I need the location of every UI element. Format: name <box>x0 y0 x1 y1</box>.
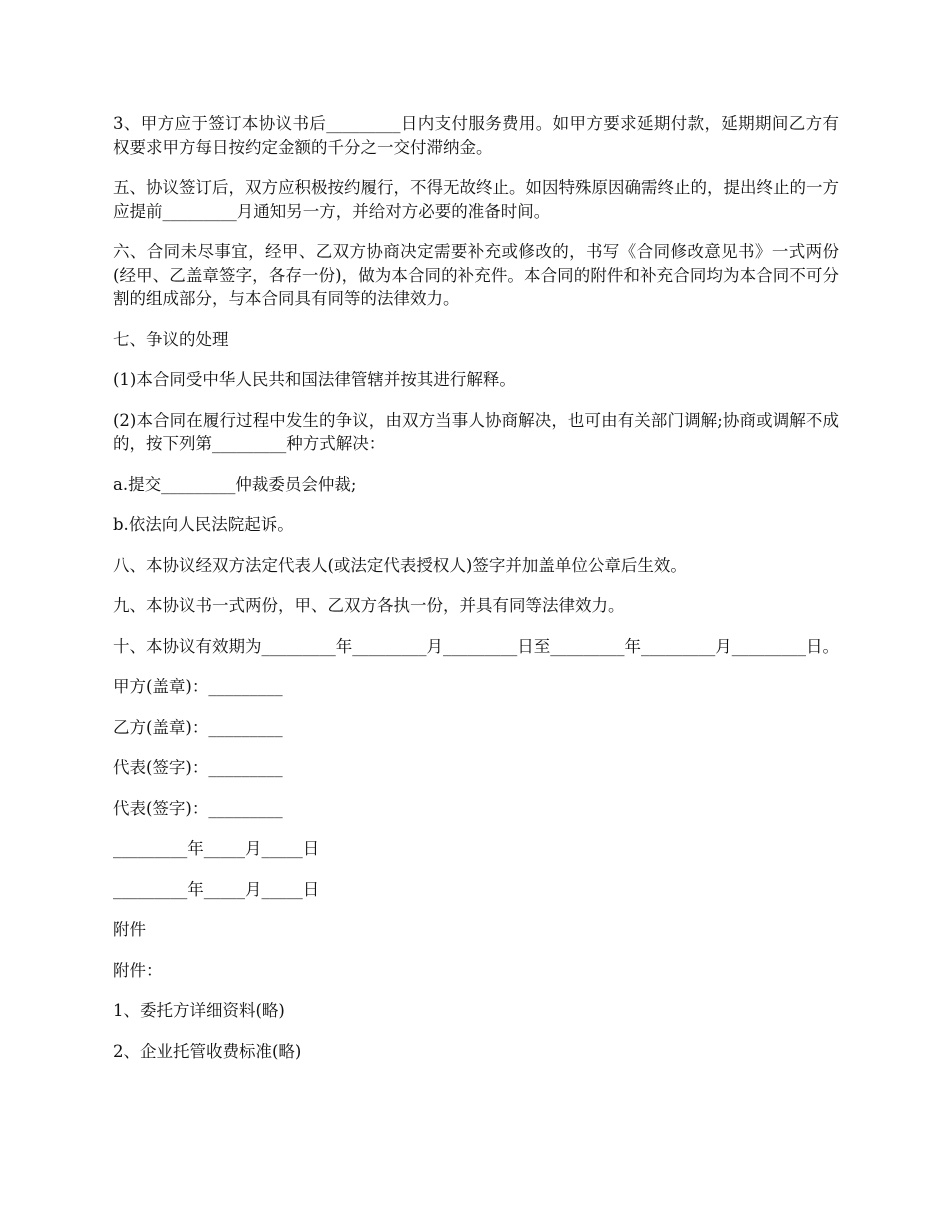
signing-date-2: _________年_____月_____日 <box>113 879 320 899</box>
clause-ten-validity: 十、本协议有效期为_________年_________月_________日至_________年_________月_________日。 <box>113 636 839 656</box>
attachment-heading: 附件 <box>113 920 146 939</box>
attachment-label: 附件： <box>113 960 163 980</box>
clause-seven-option-b: b.依法向人民法院起诉。 <box>113 515 294 534</box>
clause-payment-term: 3、甲方应于签订本协议书后_________日内支付服务费用。如甲方要求延期付款，延期期间乙方有权要求甲方每日按约定金额的千分之一交付滞纳金。 <box>113 114 839 157</box>
representative-signature-1: 代表(签字)：_________ <box>113 758 283 777</box>
attachment-item-2: 2、企业托管收费标准(略) <box>113 1041 302 1061</box>
party-b-seal: 乙方(盖章)：_________ <box>113 717 283 737</box>
clause-seven-heading: 七、争议的处理 <box>113 329 229 349</box>
attachment-item-1: 1、委托方详细资料(略) <box>113 1001 285 1020</box>
clause-seven-item-2: (2)本合同在履行过程中发生的争议，由双方当事人协商解决，也可由有关部门调解;协商或调解不成的，按下列第_________种方式解决： <box>113 410 839 453</box>
clause-five-termination: 五、协议签订后，双方应积极按约履行，不得无故终止。如因特殊原因确需终止的，提出终止的一方应提前_________月通知另一方，并给对方必要的准备时间。 <box>113 178 839 221</box>
document-page <box>113 112 839 1080</box>
representative-signature-2: 代表(签字)：_________ <box>113 798 283 818</box>
party-a-seal: 甲方(盖章)：_________ <box>113 677 283 696</box>
clause-nine-copies: 九、本协议书一式两份，甲、乙双方各执一份，并具有同等法律效力。 <box>113 596 625 615</box>
clause-six-supplement: 六、合同未尽事宜，经甲、乙双方协商决定需要补充或修改的，书写《合同修改意见书》一式两份(经甲、乙盖章签字，各存一份)，做为本合同的补充件。本合同的附件和补充合同均为本合同不可分割的组成部分，与本合同具有同等的法律效力。 <box>113 242 839 308</box>
clause-seven-item-1: (1)本合同受中华人民共和国法律管辖并按其进行解释。 <box>113 370 516 389</box>
clause-seven-option-a: a.提交_________仲裁委员会仲裁; <box>113 474 357 494</box>
signing-date-1: _________年_____月_____日 <box>113 839 320 858</box>
clause-eight-effective: 八、本协议经双方法定代表人(或法定代表授权人)签字并加盖单位公章后生效。 <box>113 555 687 575</box>
